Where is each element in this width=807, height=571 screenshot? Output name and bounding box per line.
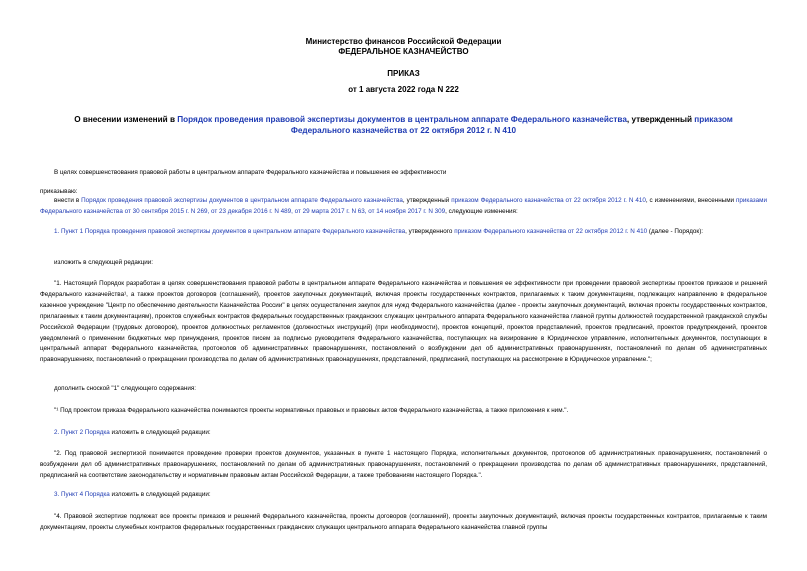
title-link-prikaz[interactable]: приказом bbox=[694, 115, 733, 124]
item3-text: изложить в следующей редакции: bbox=[109, 491, 211, 498]
quote-3: "4. Правовой экспертизе подлежат все проекты приказов и решений Федерального казначейства, проекты договоров (соглашений), проекты закупочных документаций, включая проекты государственных контрактов, прилагаемые к таким документациям, проекты служебных контрактов федеральных государственных гражданских служащих центрального аппарата Федерального казначейства главной группы bbox=[40, 513, 767, 531]
item2-paragraph bbox=[40, 428, 767, 439]
vnesti-text: внести в bbox=[54, 197, 82, 204]
item3-paragraph bbox=[40, 490, 767, 501]
item2-text: изложить в следующей редакции: bbox=[109, 429, 211, 436]
title-link-prikaz-date[interactable]: Федерального казначейства от 22 октября 2012 г. N 410 bbox=[290, 126, 517, 135]
vnesti-text: , с изменениями, внесенными bbox=[645, 197, 736, 204]
header-block bbox=[0, 37, 807, 57]
quote-1: "1. Настоящий Порядок разработан в целях совершенствования правовой работы в центральном аппарате Федерального казначейства и повышения ее эффективности при проведении правовой экспертизы проектов приказов и решений Федерального казначейства¹, а также проектов договоров (соглашений), проектов закупочных документаций, включая проекты государственных контрактов, прилагаемых к таким документациям, подлежащих направлению в федеральное казенное учреждение "Центр по обеспечению деятельности Казначейства России" в целях осуществления закупок для нужд Федерального казначейства (далее - проекты закупочных документаций, включая проекты государственных контрактов, прилагаемых к таким документациям), проектов служебных контрактов федеральных государственных гражданских служащих центрального аппарата Федерального казначейства главной группы должностей государственной гражданской службы Российской Федерации (трудовых договоров), проектов должностных регламентов (должностных инструкций) (при необходимости), проектов концепций, проектов представлений, проектов предписаний, проектов предупреждений, проектов уведомлений о применении бюджетных мер принуждения, проектов писем за подписью руководителя Федерального казначейства, поступающих на визирование в Юридическое управление, исполнительных документов, поступающих в центральный аппарат Федерального казначейства, протоколов об административных правонарушениях, постановлений о возбуждении дел об административных правонарушениях, постановлений по делам об административных правонарушениях, постановлений о прекращении производства по делам об административных правонарушениях, представлений, предписаний, поступающих на рассмотрение в Юридическое управление."; bbox=[40, 280, 767, 364]
title-text: , утвержденный bbox=[626, 115, 695, 124]
prikazyvayu: приказываю: bbox=[40, 188, 78, 195]
izlozhit-1: изложить в следующей редакции: bbox=[54, 259, 154, 266]
item1-text: , утвержденного bbox=[405, 228, 455, 235]
title-link-order[interactable]: Порядок проведения правовой экспертизы документов в центральном аппарате Федерального казначейства bbox=[177, 115, 627, 124]
quote-2: "2. Под правовой экспертизой понимается проведение проверки проектов документов, указанных в пункте 1 настоящего Порядка, исполнительных документов, протоколов об административных правонарушениях, постановлений о возбуждении дел об административных правонарушениях, постановлений по делам об административных правонарушениях, постановлений о прекращении производства по делам об административных правонарушениях, представлений, предписаний на соответствие законодательству и нормативным правовым актам Российской Федерации, а также требованиям настоящего Порядка.". bbox=[40, 450, 767, 479]
vnesti-link-prikaz[interactable]: приказом Федерального казначейства от 22 октября 2012 г. N 410 bbox=[451, 197, 646, 204]
agency-name: ФЕДЕРАЛЬНОЕ КАЗНАЧЕЙСТВО bbox=[338, 47, 469, 56]
intro-paragraph: В целях совершенствования правовой работы в центральном аппарате Федерального казначейства и повышения ее эффективности bbox=[54, 169, 447, 176]
ministry-name: Министерство финансов Российской Федерации bbox=[305, 37, 502, 46]
doc-date: от 1 августа 2022 года N 222 bbox=[348, 85, 459, 94]
vnesti-link-amendments[interactable]: приказами Федерального казначейства от 30 сентября 2015 г. N 269, от 23 декабря 2016 г. N 489, от 29 марта 2017 г. N 63, от 14 ноября 2017 г. N 309 bbox=[40, 197, 767, 215]
item1-text: (далее - Порядок): bbox=[647, 228, 704, 235]
vnesti-text: , утвержденный bbox=[402, 197, 452, 204]
vnesti-paragraph bbox=[40, 196, 767, 218]
item1-paragraph bbox=[40, 227, 767, 238]
vnesti-text: , следующие изменения: bbox=[445, 207, 518, 215]
footnote-text: "¹ Под проектом приказа Федерального казначейства понимаются проекты нормативных правовых и правовых актов Федерального казначейства, а также приложения к ним.". bbox=[54, 407, 569, 414]
item2-link[interactable]: 2. Пункт 2 Порядка bbox=[54, 429, 110, 436]
vnesti-link-order[interactable]: Порядок проведения правовой экспертизы документов в центральном аппарате Федерального казначейства bbox=[81, 197, 403, 204]
doc-title bbox=[60, 114, 747, 136]
doc-type: ПРИКАЗ bbox=[387, 69, 420, 78]
title-text: О внесении изменений в bbox=[74, 115, 178, 124]
item3-link[interactable]: 3. Пункт 4 Порядка bbox=[54, 491, 110, 498]
footnote-add: дополнить сноской "1" следующего содержания: bbox=[54, 385, 197, 392]
item1-link[interactable]: 1. Пункт 1 Порядка проведения правовой экспертизы документов в центральном аппарате Федерального казначейства bbox=[54, 228, 406, 235]
item1-link-prikaz[interactable]: приказом Федерального казначейства от 22 октября 2012 г. N 410 bbox=[454, 228, 648, 235]
